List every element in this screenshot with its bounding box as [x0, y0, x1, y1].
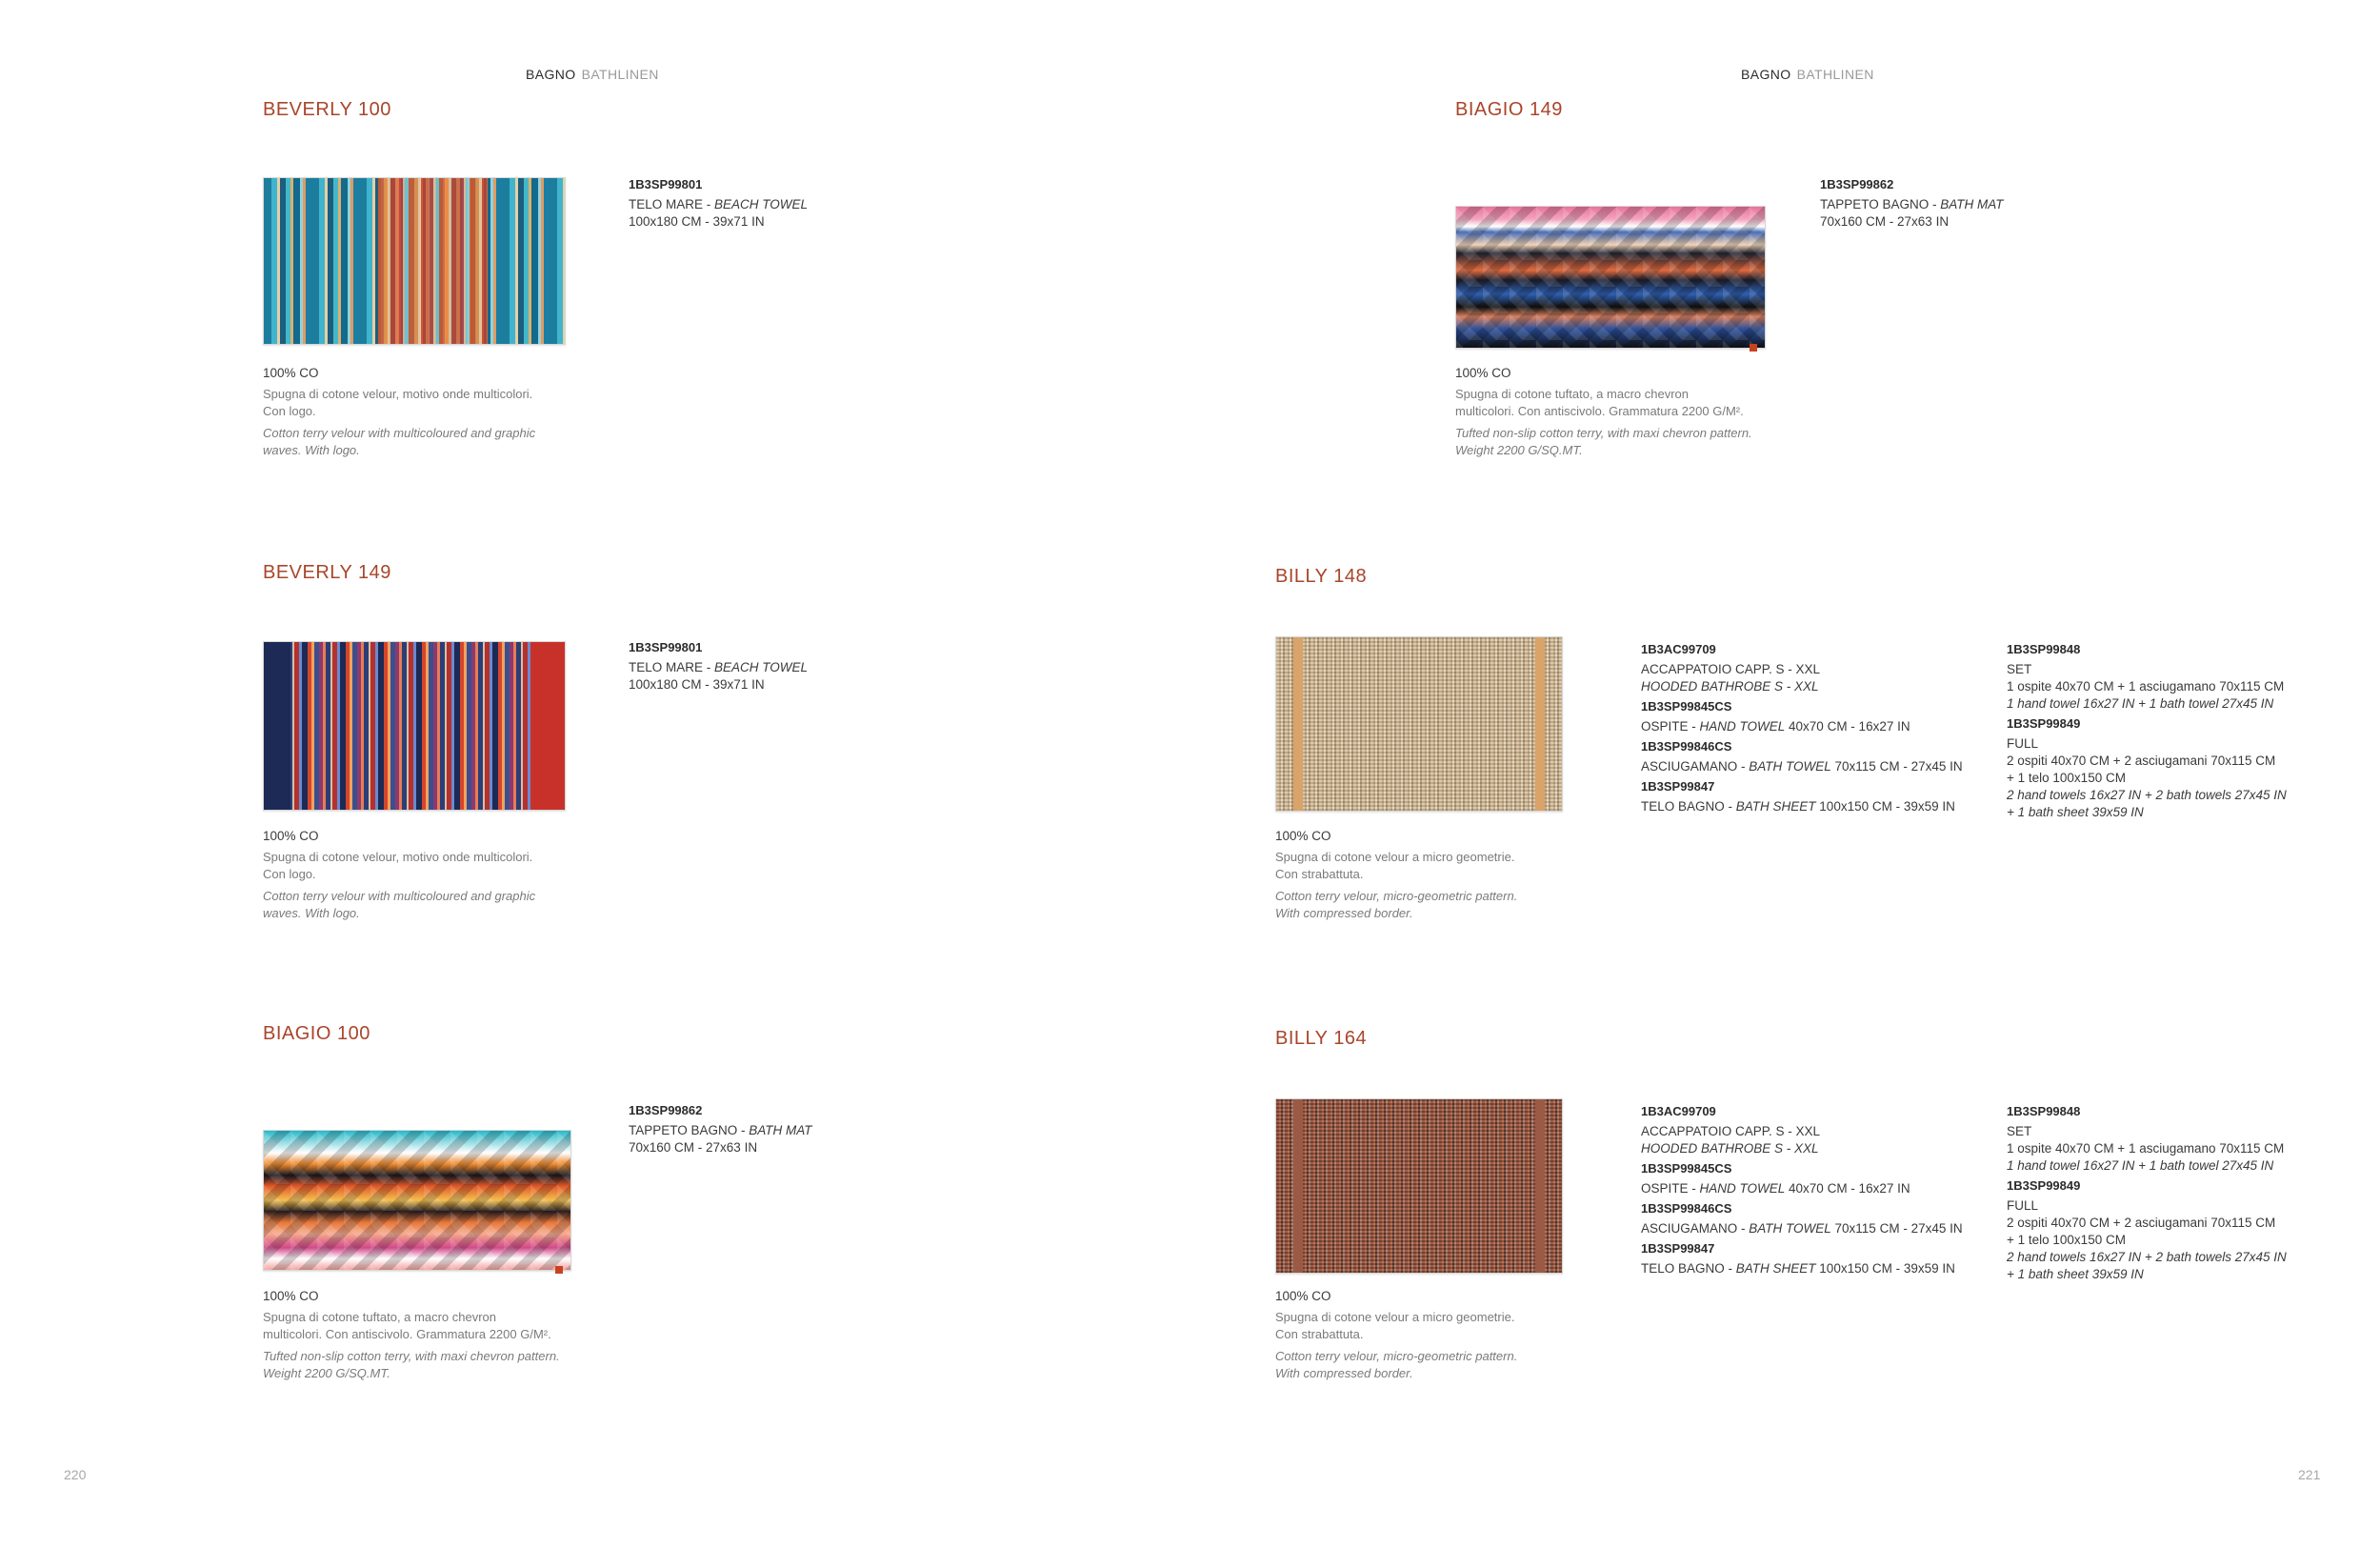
- full-en: 2 hand towels 16x27 IN + 2 bath towels 27x45 IN: [2007, 1250, 2287, 1264]
- composition: 100% CO: [1275, 1289, 1331, 1303]
- swatch-border-strip: [1535, 637, 1545, 811]
- desc-it-line: Con logo.: [263, 867, 316, 881]
- swatch-chevron-overlay: [1456, 207, 1765, 348]
- product-title-billy-148: BILLY 148: [1275, 566, 1368, 587]
- billy-148-details-col1: [1641, 642, 1993, 815]
- item-it: TAPPETO BAGNO -: [629, 1123, 750, 1137]
- desc-it-line: Spugna di cotone tuftato, a macro chevron: [263, 1310, 496, 1324]
- swatch-navy-edge: [264, 642, 290, 810]
- composition: 100% CO: [1275, 829, 1331, 843]
- desc-it-line: Con strabattuta.: [1275, 1327, 1364, 1341]
- item-en: BEACH TOWEL: [714, 197, 809, 211]
- product-code: 1B3SP99862: [629, 1103, 703, 1117]
- hand-size: 40x70 CM - 16x27 IN: [1785, 719, 1910, 734]
- desc-en-line: Weight 2200 G/SQ.MT.: [1455, 443, 1583, 457]
- set-en: 1 hand towel 16x27 IN + 1 bath towel 27x45 IN: [2007, 696, 2274, 711]
- swatch-wave-band: [378, 178, 488, 344]
- beverly-100-swatch-image: [263, 177, 566, 345]
- set-it: 1 ospite 40x70 CM + 1 asciugamano 70x115 CM: [2007, 679, 2285, 694]
- desc-en-line: With compressed border.: [1275, 1366, 1413, 1380]
- product-code: 1B3SP99846CS: [1641, 739, 1732, 754]
- biagio-100-description: [263, 1289, 625, 1382]
- bath-size: 70x115 CM - 27x45 IN: [1830, 1221, 1963, 1236]
- sheet-it: TELO BAGNO -: [1641, 1261, 1736, 1276]
- biagio-149-description: [1455, 366, 1817, 459]
- desc-it-line: Spugna di cotone velour, motivo onde multicolori.: [263, 850, 533, 864]
- bath-sheet-line: [1641, 1260, 1993, 1277]
- item-en: BEACH TOWEL: [714, 660, 809, 674]
- product-title-billy-164: BILLY 164: [1275, 1028, 1368, 1049]
- bath-en: BATH TOWEL: [1749, 1221, 1831, 1236]
- item-size: 100x180 CM - 39x71 IN: [629, 214, 765, 229]
- hand-size: 40x70 CM - 16x27 IN: [1785, 1181, 1910, 1196]
- swatch-logo-tag: [555, 1266, 563, 1274]
- product-code: 1B3SP99846CS: [1641, 1201, 1732, 1216]
- bath-size: 70x115 CM - 27x45 IN: [1830, 759, 1963, 774]
- product-title-biagio-149: BIAGIO 149: [1455, 99, 1563, 120]
- full-it: + 1 telo 100x150 CM: [2007, 771, 2126, 785]
- desc-en-line: Weight 2200 G/SQ.MT.: [263, 1366, 390, 1380]
- product-code: 1B3SP99848: [2007, 1104, 2081, 1118]
- beverly-100-details: [629, 177, 808, 231]
- beverly-149-swatch-image: [263, 641, 566, 811]
- product-code: 1B3SP99801: [629, 177, 703, 191]
- full-en: + 1 bath sheet 39x59 IN: [2007, 805, 2144, 819]
- sheet-size: 100x150 CM - 39x59 IN: [1815, 799, 1955, 814]
- product-code: 1B3SP99847: [1641, 1241, 1715, 1256]
- biagio-100-swatch-image: [263, 1130, 571, 1271]
- composition: 100% CO: [263, 366, 319, 380]
- desc-it-line: Spugna di cotone tuftato, a macro chevron: [1455, 387, 1689, 401]
- biagio-149-swatch-image: [1455, 206, 1766, 349]
- composition: 100% CO: [263, 829, 319, 843]
- desc-it-line: Spugna di cotone velour a micro geometrie.: [1275, 1310, 1515, 1324]
- set-it: 1 ospite 40x70 CM + 1 asciugamano 70x115 CM: [2007, 1141, 2285, 1156]
- full-label: FULL: [2007, 736, 2039, 751]
- product-code: 1B3AC99709: [1641, 1104, 1716, 1118]
- beverly-149-details: [629, 640, 808, 694]
- left-page-header: [526, 67, 659, 82]
- item-it: TAPPETO BAGNO -: [1820, 197, 1941, 211]
- swatch-chevron-overlay: [264, 1131, 570, 1270]
- item-en: BATH MAT: [1940, 197, 2004, 211]
- product-title-beverly-100: BEVERLY 100: [263, 99, 391, 120]
- sheet-it: TELO BAGNO -: [1641, 799, 1736, 814]
- billy-164-swatch-image: [1275, 1098, 1563, 1274]
- product-code: 1B3SP99849: [2007, 1178, 2081, 1193]
- set-label: SET: [2007, 1124, 2032, 1138]
- desc-it-line: multicolori. Con antiscivolo. Grammatura 2200 G/M².: [263, 1327, 551, 1341]
- swatch-logo-tag: [1750, 344, 1757, 352]
- sheet-size: 100x150 CM - 39x59 IN: [1815, 1261, 1955, 1276]
- sheet-en: BATH SHEET: [1735, 799, 1816, 814]
- hand-it: OSPITE -: [1641, 719, 1700, 734]
- bathrobe-en: HOODED BATHROBE S - XXL: [1641, 1141, 1819, 1156]
- hand-en: HAND TOWEL: [1699, 1181, 1786, 1196]
- set-en: 1 hand towel 16x27 IN + 1 bath towel 27x45 IN: [2007, 1158, 2274, 1173]
- composition: 100% CO: [1455, 366, 1511, 380]
- bath-towel-line: [1641, 758, 1993, 775]
- desc-en-line: With compressed border.: [1275, 906, 1413, 920]
- billy-164-details-col2: [2007, 1104, 2340, 1283]
- biagio-149-details: [1820, 177, 2004, 231]
- sheet-en: BATH SHEET: [1735, 1261, 1816, 1276]
- product-code: 1B3SP99862: [1820, 177, 1894, 191]
- hand-en: HAND TOWEL: [1699, 719, 1786, 734]
- full-it: + 1 telo 100x150 CM: [2007, 1233, 2126, 1247]
- beverly-149-description: [263, 829, 606, 922]
- page-number-right: 221: [2298, 1467, 2321, 1482]
- desc-en-line: Cotton terry velour, micro-geometric pattern.: [1275, 1349, 1518, 1363]
- product-code: 1B3SP99801: [629, 640, 703, 654]
- full-it: 2 ospiti 40x70 CM + 2 asciugamani 70x115 CM: [2007, 1216, 2276, 1230]
- desc-en-line: waves. With logo.: [263, 906, 360, 920]
- header-main: BAGNO: [526, 67, 576, 82]
- item-line: [629, 659, 808, 676]
- bath-it: ASCIUGAMANO -: [1641, 759, 1750, 774]
- swatch-red-edge: [530, 642, 565, 810]
- product-code: 1B3AC99709: [1641, 642, 1716, 656]
- set-label: SET: [2007, 662, 2032, 676]
- item-it: TELO MARE -: [629, 660, 715, 674]
- item-it: TELO MARE -: [629, 197, 715, 211]
- bath-en: BATH TOWEL: [1749, 759, 1831, 774]
- full-en: + 1 bath sheet 39x59 IN: [2007, 1267, 2144, 1281]
- product-title-biagio-100: BIAGIO 100: [263, 1023, 370, 1044]
- header-sub: BATHLINEN: [1796, 67, 1874, 82]
- full-label: FULL: [2007, 1198, 2039, 1213]
- page-number-left: 220: [64, 1467, 87, 1482]
- desc-en-line: waves. With logo.: [263, 443, 360, 457]
- desc-en-line: Cotton terry velour, micro-geometric pattern.: [1275, 889, 1518, 903]
- item-line: [629, 1122, 812, 1139]
- desc-it-line: Spugna di cotone velour a micro geometrie.: [1275, 850, 1515, 864]
- desc-it-line: Con strabattuta.: [1275, 867, 1364, 881]
- bath-sheet-line: [1641, 798, 1993, 815]
- item-size: 70x160 CM - 27x63 IN: [629, 1140, 758, 1155]
- full-it: 2 ospiti 40x70 CM + 2 asciugamani 70x115 CM: [2007, 754, 2276, 768]
- billy-148-details-col2: [2007, 642, 2340, 821]
- billy-148-swatch-image: [1275, 636, 1563, 812]
- desc-en-line: Tufted non-slip cotton terry, with maxi chevron pattern.: [1455, 426, 1752, 440]
- desc-it-line: Spugna di cotone velour, motivo onde multicolori.: [263, 387, 533, 401]
- desc-en-line: Cotton terry velour with multicoloured and graphic: [263, 426, 536, 440]
- biagio-100-details: [629, 1103, 812, 1156]
- swatch-border-strip: [1293, 1099, 1303, 1273]
- bathrobe-it: ACCAPPATOIO CAPP. S - XXL: [1641, 1124, 1821, 1138]
- billy-164-details-col1: [1641, 1104, 1993, 1277]
- swatch-border-strip: [1293, 637, 1303, 811]
- product-code: 1B3SP99848: [2007, 642, 2081, 656]
- desc-en-line: Cotton terry velour with multicoloured and graphic: [263, 889, 536, 903]
- header-sub: BATHLINEN: [581, 67, 659, 82]
- item-size: 70x160 CM - 27x63 IN: [1820, 214, 1950, 229]
- product-code: 1B3SP99845CS: [1641, 699, 1732, 714]
- item-en: BATH MAT: [749, 1123, 812, 1137]
- composition: 100% CO: [263, 1289, 319, 1303]
- desc-en-line: Tufted non-slip cotton terry, with maxi chevron pattern.: [263, 1349, 560, 1363]
- swatch-border-strip: [1535, 1099, 1545, 1273]
- product-code: 1B3SP99845CS: [1641, 1161, 1732, 1176]
- desc-it-line: multicolori. Con antiscivolo. Grammatura 2200 G/M².: [1455, 404, 1744, 418]
- hand-towel-line: [1641, 718, 1993, 735]
- header-main: BAGNO: [1741, 67, 1791, 82]
- item-line: [1820, 196, 2004, 213]
- product-code: 1B3SP99849: [2007, 716, 2081, 731]
- hand-towel-line: [1641, 1180, 1993, 1197]
- bathrobe-it: ACCAPPATOIO CAPP. S - XXL: [1641, 662, 1821, 676]
- bath-towel-line: [1641, 1220, 1993, 1237]
- right-page-header: [1741, 67, 1874, 82]
- bath-it: ASCIUGAMANO -: [1641, 1221, 1750, 1236]
- beverly-100-description: [263, 366, 606, 459]
- item-line: [629, 196, 808, 213]
- desc-it-line: Con logo.: [263, 404, 316, 418]
- bathrobe-en: HOODED BATHROBE S - XXL: [1641, 679, 1819, 694]
- item-size: 100x180 CM - 39x71 IN: [629, 677, 765, 692]
- product-title-beverly-149: BEVERLY 149: [263, 562, 391, 583]
- product-code: 1B3SP99847: [1641, 779, 1715, 794]
- billy-164-description: [1275, 1289, 1618, 1382]
- full-en: 2 hand towels 16x27 IN + 2 bath towels 27x45 IN: [2007, 788, 2287, 802]
- billy-148-description: [1275, 829, 1618, 922]
- hand-it: OSPITE -: [1641, 1181, 1700, 1196]
